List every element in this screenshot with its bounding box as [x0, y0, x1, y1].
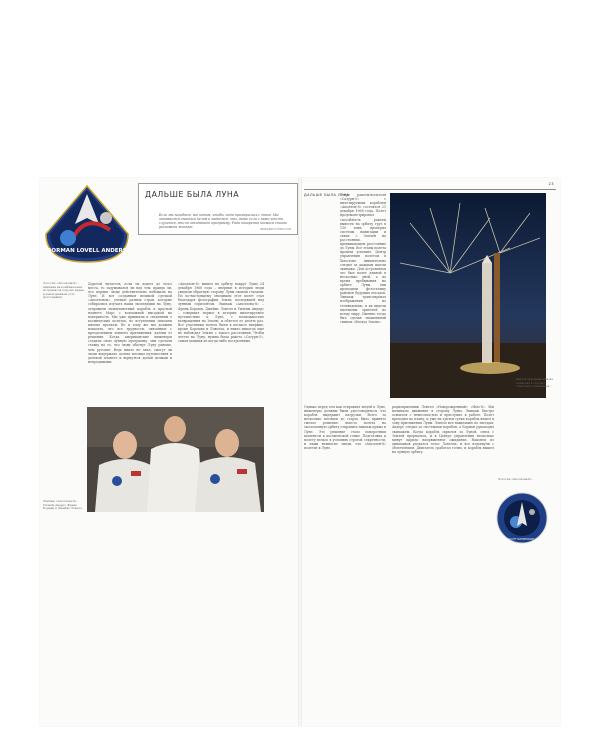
patch2-text: BORMAN SCOTT SCHWEICKART APOLLO 9 [497, 538, 547, 541]
page-number: 23 [548, 182, 554, 186]
right-body-column-2: радиоприемник Ловелл «Новорожденный» «Нью-8». Мы начинаем движение в сторону Луны. Экипаж быстро освоился с невесомостью и приступил к работе. Полет проходил по плану, и уже на третьи сутки корабль вошел в зону притяжения Луны. Ловелл вел навигацию по звездам, Андерс следил за системами корабля, а Борман руководил экипажем. Когда корабль скрылся за Луной, связь с Землей прервалась, и в Центре управления несколько минут царило напряженное ожидание. Наконец из динамиков раздался голос Ловелла, и все вздохнули с облегчением. Двигатель сработал точно, и корабль вышел на лунную орбиту. [392, 405, 494, 455]
apollo-8-patch [44, 184, 130, 264]
chapter-title: ДАЛЬШЕ БЫЛА ЛУНА [145, 190, 240, 199]
right-body-column-1: Старт ракеты-носителя «Сатурн-5» с пилотируемым кораблем «Аполлон-8» состоялся 21 декабря 1968 года. Полет продемонстрировал способность ракеты вывести на орбиту груз в 130 тонн, проверил системы навигации и связи с Землей на расстоянии, превышающем расстояние до Луны. Все этапы полета прошли успешно. Центр управления полетом в Хьюстоне внимательно следил за каждым шагом экипажа. Для астронавтов это был полет длиной в несколько дней, а во время пребывания на орбите Луны они проводили фотосъемку районов будущих посадок. Экипаж транслировал изображения по телевидению, и их видели миллионы зрителей по всему миру. Именно тогда был сделан знаменитый снимок «Восход Земли». [340, 193, 386, 324]
left-body-column-2: «Аполлон-8» вышел на орбиту вокруг Луны 24 декабря 1968 года – впервые в истории люди увидели обратную сторону Луны своими глазами. Но по-настоящему значимым этот полет стал благодаря фотографии Земли, восходящей над лунным горизонтом. Экипаж «Аполлона-8» – Фрэнк Борман, Джеймс Ловелл и Уильям Андерс – совершил первое в истории пилотируемое путешествие к Луне, с возможностью возвращения на Землю, и облетел ее десять раз. Все участники полета были в космосе впервые, кроме Бормана и Ловелла, и никто никогда еще не наблюдал Землю с такого расстояния. Чтобы лететь на Луну, нужна была ракета «Сатурн-5», самая мощная из когда-либо построенных. [178, 282, 264, 344]
right-body-column-1b: Однако перед тем как отправить людей к Луне, инженеры должны были удостовериться, что корабль выдержит нагрузки. Всего за несколько месяцев до старта было принято смелое решение: вместо полета на околоземную орбиту отправить экипаж прямо к Луне. Это решение стало поворотным моментом в космической гонке. Подготовка к полету велась в условиях строгой секретности, и лишь немногие знали, что «Аполлон-8» полетит к Луне. [304, 405, 386, 450]
running-head-title: ДАЛЬШЕ БЫЛА ЛУНА [304, 193, 350, 197]
epigraph-attribution: ВИРДЖИЛ ГРИССОМ [260, 228, 291, 231]
launch-photo [390, 193, 546, 398]
patch-caption: Логотип «Аполлона-8» – нашивка на комбинезонах астронавтов (хорошо видна в левом нижнем углу фотографии). [43, 281, 84, 300]
running-head [304, 181, 556, 197]
crew-caption: Экипаж «Аполлона-8»: Уильям Андерс, Фрэнк Борман и Джеймс Ловелл. [43, 499, 83, 511]
chapter-title-box [138, 183, 298, 235]
apollo-patch-round [496, 492, 548, 544]
epigraph: Если мы погибнем, мы хотим, чтобы люди примирились с этим. Мы занимаемся опасным делом и надеемся, что, даже если с нами что-то случится, это не отодвинет программу. Ради покорения космоса стоит рисковать жизнью. [159, 213, 287, 230]
left-body-column-1: Дорогой читатель, если ты дошел до этого места, то задумывался ли над тем, правда ли, что первые люди действительно побывали на Луне. И вот созданная великой сделкой «Аполлонов», ученые разных стран, которые собирались изучать наши экспедиции на Луну, отправили межпланетный корабль к красной планете Марс с возможной высадкой на поверхность. Мы уже привыкли к сведениям о космических полетах, во вступлении описаны многие проекты. Но к тому же мы должны показать, что все трудности, связанные с преодолением земного притяжения, далеки от решения. Когда американские инженеры создали свою лунную программу, они сделали ставку на то, что люди обогнут Луну раньше, чем русские. Ведь никто не знал, смогут ли люди выдержать долгие месяцы путешествия к далекой планете и вернуться домой целыми и невредимыми. [88, 282, 172, 364]
patch2-caption: Логотип «Аполлона-8». [498, 477, 533, 481]
patch-crew-text: BORMAN LOVELL ANDERS [47, 248, 127, 254]
launch-caption: Ракета при движении на полигоне в сторону стартового комплекса. [516, 377, 553, 389]
crew-photo [87, 407, 264, 512]
gutter [298, 178, 302, 726]
